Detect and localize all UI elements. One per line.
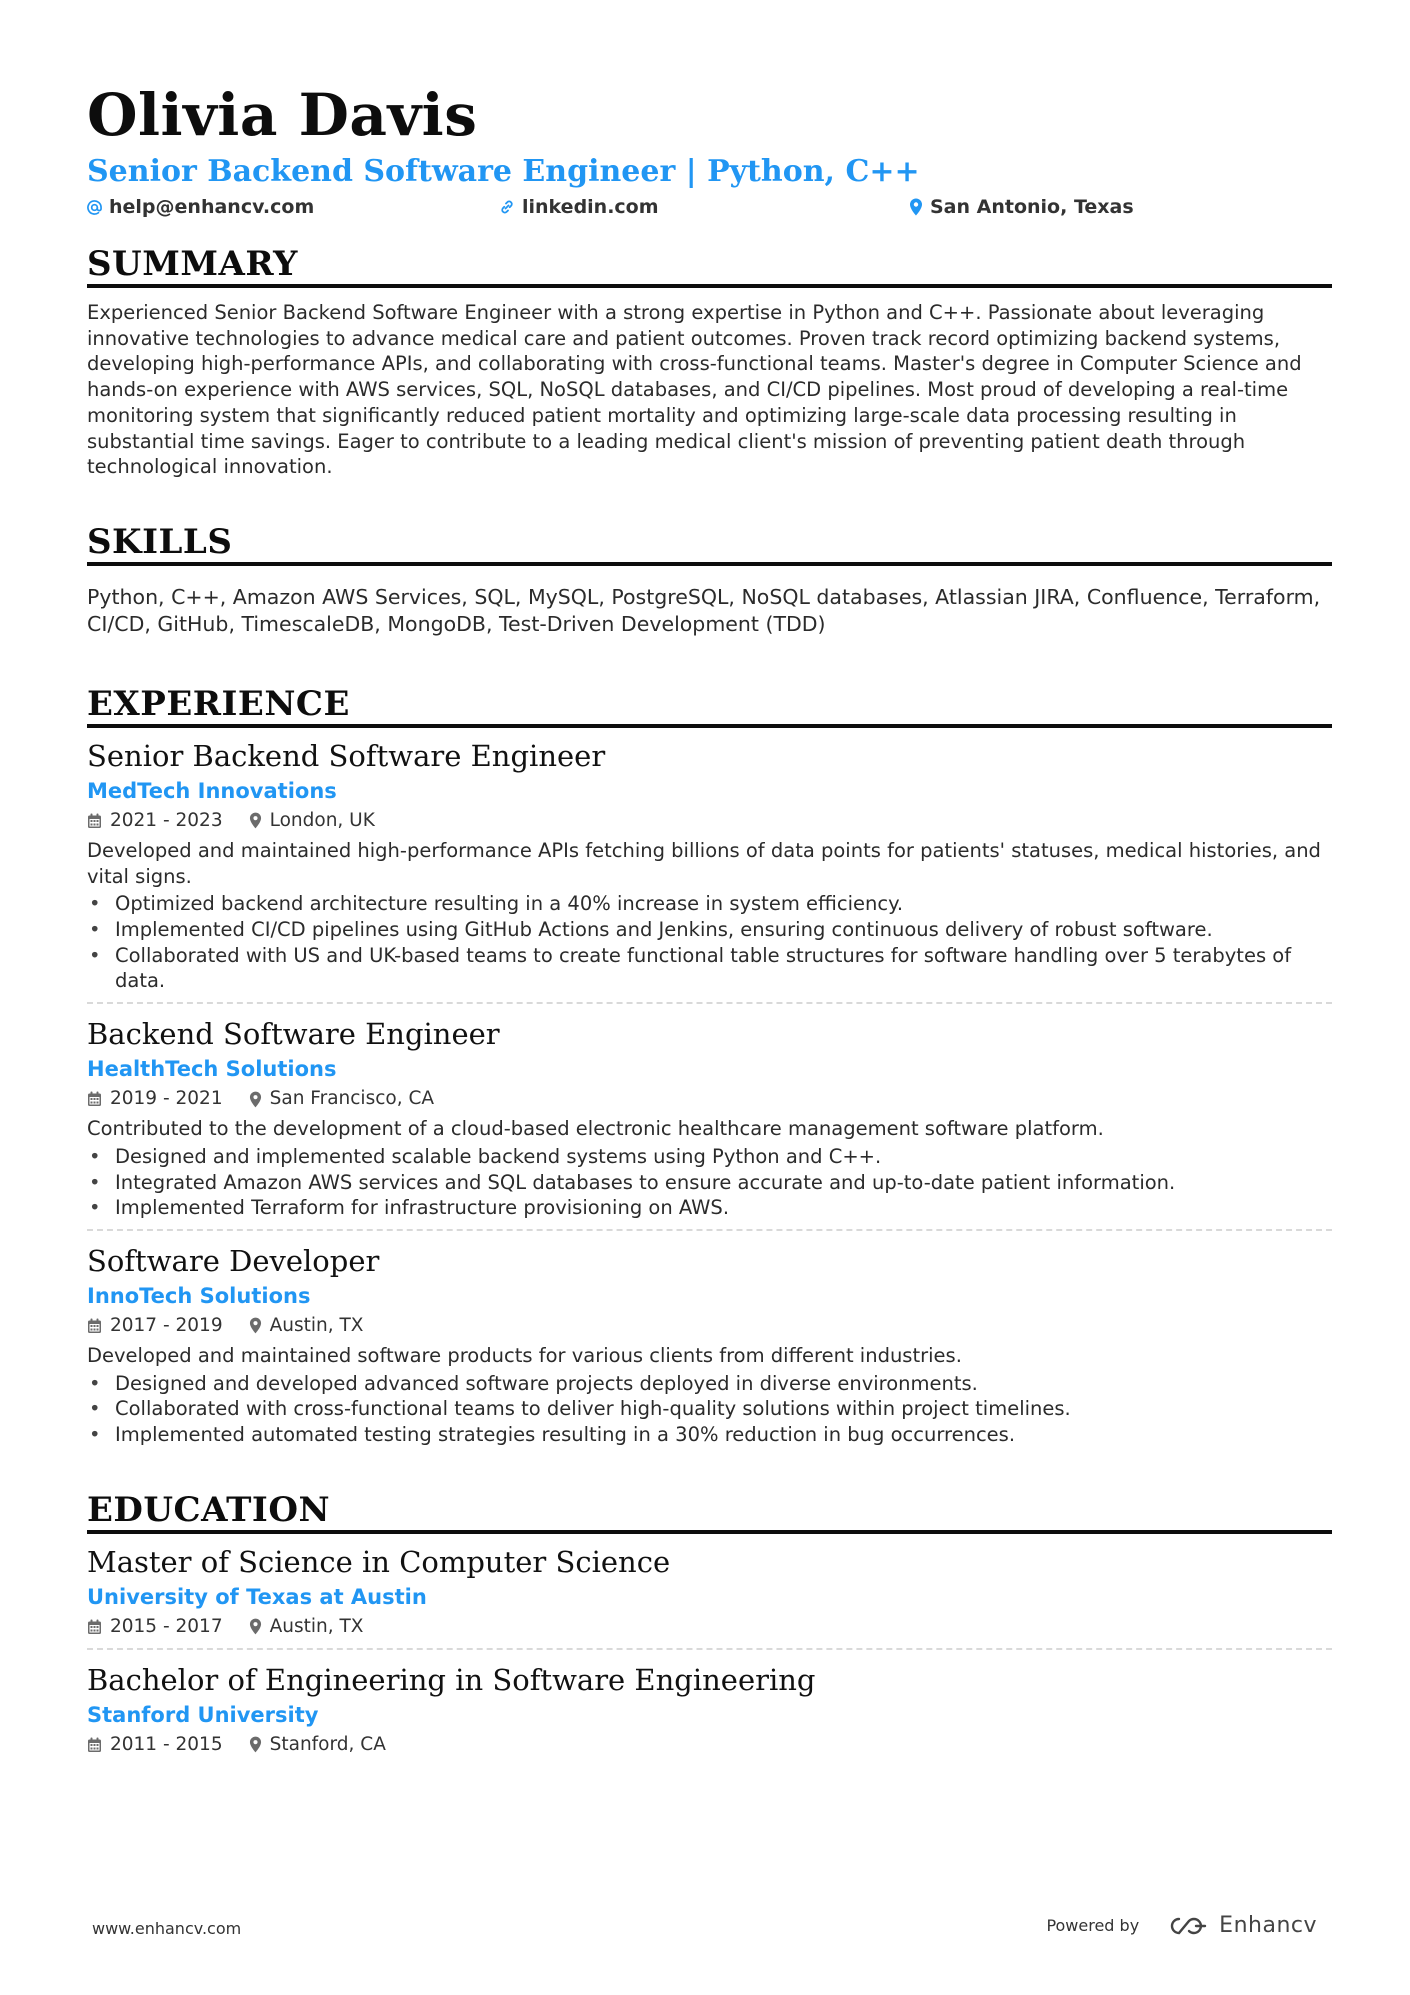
summary-section [87, 244, 1332, 480]
section-title-experience: EXPERIENCE [87, 684, 1332, 728]
education-entry [87, 1648, 1332, 1758]
date-text: 2021 - 2023 [110, 809, 223, 831]
page-footer [92, 1913, 1317, 1943]
map-pin-icon [249, 1091, 262, 1108]
list-item: • Designed and developed advanced software projects deployed in diverse environments. [87, 1371, 1332, 1397]
summary-text: Experienced Senior Backend Software Engineer with a strong expertise in Python and C++. Passionate about leveraging innovative technologies to advance medical care and patient outcomes. Proven track record optimizing backend systems, developing high-performance APIs, and collaborating with cross-functional teams. Master's degree in Computer Science and hands-on experience with AWS services, SQL, NoSQL databases, and CI/CD pipelines. Most proud of developing a real-time monitoring system that significantly reduced patient mortality and optimizing large-scale data processing resulting in substantial time savings. Eager to contribute to a leading medical client's mission of preventing patient death through technological innovation. [87, 301, 1302, 479]
contact-location [909, 196, 1134, 218]
job-title: Senior Backend Software Engineer [87, 738, 606, 773]
list-item: • Implemented CI/CD pipelines using GitHub Actions and Jenkins, ensuring continuous delivery of robust software. [87, 917, 1332, 943]
section-title-education: EDUCATION [87, 1490, 1332, 1534]
list-item: • Integrated Amazon AWS services and SQL databases to ensure accurate and up-to-date patient information. [87, 1170, 1332, 1196]
at-icon [87, 200, 102, 215]
date-text: 2019 - 2021 [110, 1088, 223, 1110]
resume-page [87, 80, 1332, 1758]
powered-by-label: Powered by [1046, 1916, 1140, 1935]
date-text: 2015 - 2017 [110, 1615, 223, 1637]
date-range [87, 1313, 223, 1339]
company-name: HealthTech Solutions [87, 1057, 337, 1082]
map-pin-icon [909, 198, 923, 216]
date-range [87, 1086, 223, 1112]
location-text: London, UK [269, 809, 375, 831]
date-range [87, 1614, 223, 1640]
job-meta [87, 808, 1332, 834]
brand-logo[interactable] [1165, 1913, 1317, 1938]
job-location [249, 1313, 364, 1339]
date-range [87, 808, 223, 834]
degree-title: Bachelor of Engineering in Software Engineering [87, 1662, 816, 1697]
job-location [249, 1086, 434, 1112]
education-meta [87, 1614, 1332, 1640]
candidate-headline: Senior Backend Software Engineer | Python, C++ [87, 154, 920, 189]
location-text: Austin, TX [269, 1314, 364, 1336]
date-range [87, 1732, 223, 1758]
list-item: • Implemented automated testing strategies resulting in a 30% reduction in bug occurrences. [87, 1422, 1332, 1448]
link-icon [499, 199, 515, 215]
brand-name: Enhancv [1219, 1913, 1317, 1938]
list-item: • Optimized backend architecture resulting in a 40% increase in system efficiency. [87, 891, 1332, 917]
skills-text: Python, C++, Amazon AWS Services, SQL, MySQL, PostgreSQL, NoSQL databases, Atlassian JIRA, Confluence, Terraform, CI/CD, GitHub, TimescaleDB, MongoDB, Test-Driven Development (TDD) [87, 584, 1321, 636]
location-text: San Francisco, CA [269, 1088, 435, 1110]
school-name: Stanford University [87, 1702, 319, 1727]
contact-link[interactable] [499, 196, 659, 218]
education-entry [87, 1534, 1332, 1640]
company-name: InnoTech Solutions [87, 1283, 311, 1308]
calendar-icon [87, 813, 102, 829]
job-description: Contributed to the development of a cloud-based electronic healthcare management software platform. [87, 1117, 1104, 1141]
job-location [249, 808, 375, 834]
job-title: Software Developer [87, 1243, 380, 1278]
job-description: Developed and maintained software products for various clients from different industries. [87, 1343, 962, 1367]
candidate-name: Olivia Davis [87, 81, 478, 149]
company-name: MedTech Innovations [87, 778, 337, 803]
section-title-skills: SKILLS [87, 522, 1332, 566]
contact-location-text: San Antonio, Texas [930, 196, 1134, 218]
list-item: • Implemented Terraform for infrastructure provisioning on AWS. [87, 1195, 1332, 1221]
section-title-summary: SUMMARY [87, 244, 1332, 288]
enhancv-logo-icon [1165, 1915, 1213, 1937]
experience-entry [87, 1002, 1332, 1221]
date-text: 2011 - 2015 [110, 1733, 223, 1755]
list-item: • Collaborated with cross-functional teams to deliver high-quality solutions within project timelines. [87, 1396, 1332, 1422]
date-text: 2017 - 2019 [110, 1314, 223, 1336]
map-pin-icon [249, 1736, 262, 1753]
job-meta [87, 1086, 1332, 1112]
map-pin-icon [249, 1317, 262, 1334]
job-bullets [87, 1144, 1332, 1221]
location-text: Stanford, CA [269, 1733, 386, 1755]
calendar-icon [87, 1737, 102, 1753]
powered-by [1046, 1913, 1317, 1938]
education-location [249, 1732, 386, 1758]
job-bullets [87, 891, 1332, 994]
contact-email[interactable] [87, 196, 314, 218]
calendar-icon [87, 1091, 102, 1107]
job-description: Developed and maintained high-performance APIs fetching billions of data points for patients' statuses, medical histories, and vital signs. [87, 838, 1321, 888]
contact-row [87, 194, 1332, 224]
footer-site-link[interactable]: www.enhancv.com [92, 1919, 242, 1938]
list-item: • Collaborated with US and UK-based teams to create functional table structures for software handling over 5 terabytes of data. [87, 943, 1332, 994]
experience-entry [87, 1229, 1332, 1448]
calendar-icon [87, 1318, 102, 1334]
contact-email-text: help@enhancv.com [109, 196, 315, 218]
job-bullets [87, 1371, 1332, 1448]
calendar-icon [87, 1619, 102, 1635]
education-section [87, 1490, 1332, 1758]
degree-title: Master of Science in Computer Science [87, 1544, 671, 1579]
map-pin-icon [249, 1618, 262, 1635]
job-title: Backend Software Engineer [87, 1017, 500, 1052]
map-pin-icon [249, 812, 262, 829]
location-text: Austin, TX [269, 1615, 364, 1637]
experience-entry [87, 728, 1332, 994]
skills-section [87, 522, 1332, 638]
school-name: University of Texas at Austin [87, 1584, 427, 1609]
job-meta [87, 1313, 1332, 1339]
contact-link-text: linkedin.com [522, 196, 659, 218]
education-meta [87, 1732, 1332, 1758]
education-location [249, 1614, 364, 1640]
experience-section [87, 684, 1332, 1448]
list-item: • Designed and implemented scalable backend systems using Python and C++. [87, 1144, 1332, 1170]
